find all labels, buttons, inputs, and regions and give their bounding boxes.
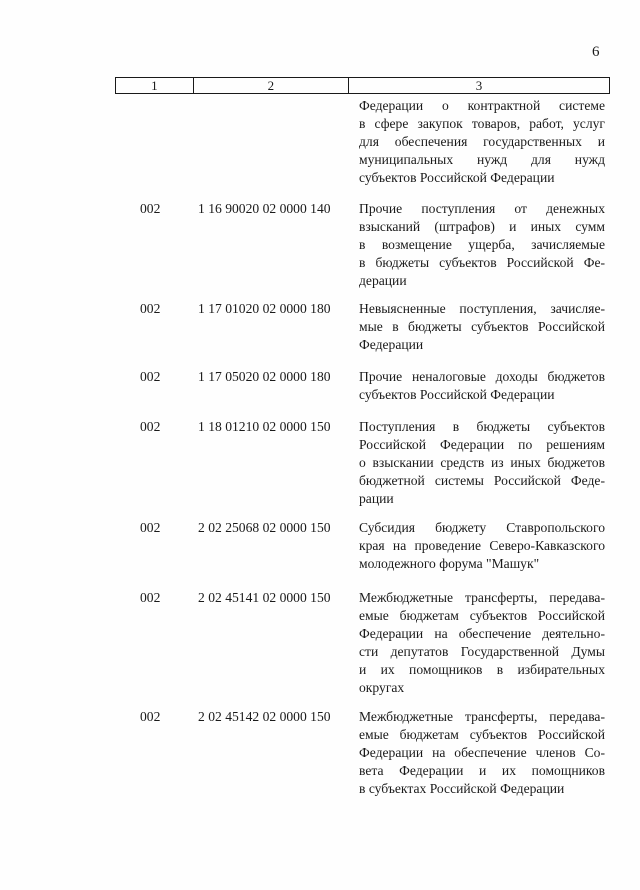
row-description xyxy=(359,418,605,508)
admin-code: 002 xyxy=(140,520,161,535)
description-line: в возмещение ущерба, зачисляемые xyxy=(359,237,605,252)
description-line: мые в бюджеты субъектов Российской xyxy=(359,319,605,334)
description-line: Межбюджетные трансферты, передава- xyxy=(359,590,605,605)
description-line: субъектов Российской Федерации xyxy=(359,170,555,185)
description-line: молодежного форума "Машук" xyxy=(359,556,540,571)
description-line: дерации xyxy=(359,273,407,288)
admin-code: 002 xyxy=(140,709,161,724)
budget-classification-code: 2 02 45142 02 0000 150 xyxy=(198,709,331,724)
budget-classification-code: 1 16 90020 02 0000 140 xyxy=(198,201,331,216)
budget-classification-code: 2 02 45141 02 0000 150 xyxy=(198,590,331,605)
description-line: Прочие поступления от денежных xyxy=(359,201,605,216)
budget-classification-code: 1 17 01020 02 0000 180 xyxy=(198,301,331,316)
description-line: емые бюджетам субъектов Российской xyxy=(359,727,605,742)
description-line: Субсидия бюджету Ставропольского xyxy=(359,520,605,535)
description-line: Федерации о контрактной системе xyxy=(359,98,605,113)
description-line: емые бюджетам субъектов Российской xyxy=(359,608,605,623)
column-header-2: 2 xyxy=(193,78,348,94)
column-header-table xyxy=(115,77,610,94)
row-description xyxy=(359,519,605,573)
description-line: края на проведение Северо-Кавказского xyxy=(359,538,605,553)
column-header-3: 3 xyxy=(349,78,610,94)
description-line: Российской Федерации по решениям xyxy=(359,437,605,452)
row-description xyxy=(359,200,605,290)
admin-code: 002 xyxy=(140,590,161,605)
budget-classification-code: 1 17 05020 02 0000 180 xyxy=(198,369,331,384)
column-header-1: 1 xyxy=(116,78,194,94)
continuation-description xyxy=(359,97,605,187)
description-line: бюджетной системы Российской Феде- xyxy=(359,473,605,488)
description-line: муниципальных нужд для нужд xyxy=(359,152,605,167)
description-line: Межбюджетные трансферты, передава- xyxy=(359,709,605,724)
description-line: рации xyxy=(359,491,394,506)
description-line: Федерации на обеспечение членов Со- xyxy=(359,745,605,760)
description-line: Поступления в бюджеты субъектов xyxy=(359,419,605,434)
row-description xyxy=(359,368,605,404)
row-description xyxy=(359,708,605,798)
description-line: Федерации на обеспечение деятельно- xyxy=(359,626,605,641)
description-line: сти депутатов Государственной Думы xyxy=(359,644,605,659)
description-line: взысканий (штрафов) и иных сумм xyxy=(359,219,605,234)
row-description xyxy=(359,589,605,697)
description-line: субъектов Российской Федерации xyxy=(359,387,555,402)
budget-classification-code: 1 18 01210 02 0000 150 xyxy=(198,419,331,434)
description-line: в сфере закупок товаров, работ, услуг xyxy=(359,116,605,131)
row-description xyxy=(359,300,605,354)
description-line: в бюджеты субъектов Российской Фе- xyxy=(359,255,605,270)
description-line: для обеспечения государственных и xyxy=(359,134,605,149)
description-line: Прочие неналоговые доходы бюджетов xyxy=(359,369,605,384)
description-line: Федерации xyxy=(359,337,424,352)
description-line: и их помощников в избирательных xyxy=(359,662,605,677)
budget-classification-code: 2 02 25068 02 0000 150 xyxy=(198,520,331,535)
page-number: 6 xyxy=(592,44,600,60)
description-line: о взыскании средств из иных бюджетов xyxy=(359,455,605,470)
description-line: округах xyxy=(359,680,405,695)
admin-code: 002 xyxy=(140,369,161,384)
admin-code: 002 xyxy=(140,301,161,316)
description-line: вета Федерации и их помощников xyxy=(359,763,605,778)
description-line: Невыясненные поступления, зачисляе- xyxy=(359,301,605,316)
description-line: в субъектах Российской Федерации xyxy=(359,781,565,796)
admin-code: 002 xyxy=(140,419,161,434)
column-header-row xyxy=(116,78,610,94)
admin-code: 002 xyxy=(140,201,161,216)
